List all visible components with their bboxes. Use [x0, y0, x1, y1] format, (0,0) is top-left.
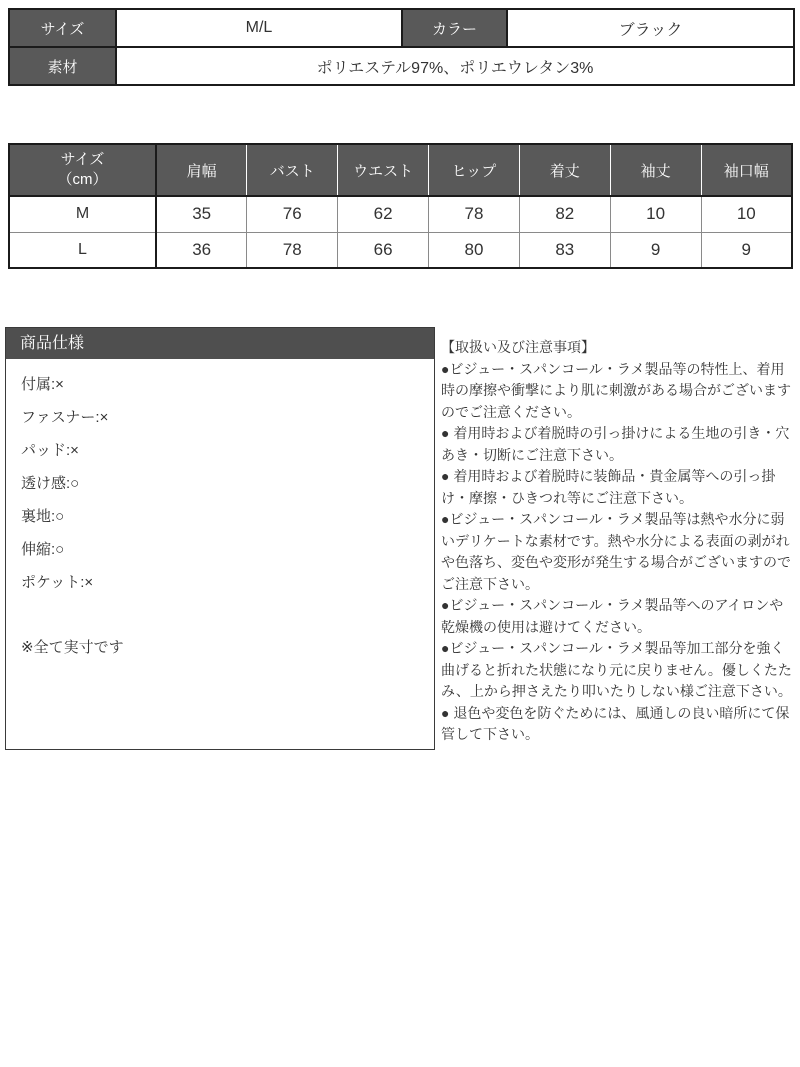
spec-item-pocket: ポケット:× [21, 574, 94, 591]
size-l-cuff: 9 [701, 232, 792, 268]
size-m-cuff: 10 [701, 196, 792, 232]
corner-line-1: サイズ [60, 151, 105, 168]
care-bullet-friction: ●ビジュー・スパンコール・ラメ製品等の特性上、着用時の摩擦や衝撃により肌に刺激がある場合がございますのでご注意ください。 [441, 360, 791, 420]
col-header-length: 着丈 [519, 144, 610, 196]
care-bullet-storage: ● 退色や変色を防ぐためには、風通しの良い暗所にて保管して下さい。 [441, 704, 790, 742]
care-bullet-snag-fabric: ● 着用時および着脱時の引っ掛けによる生地の引き・穴あき・切断にご注意下さい。 [441, 425, 790, 463]
size-l-bust: 78 [247, 232, 338, 268]
col-header-shoulder: 肩幅 [156, 144, 247, 196]
care-notes [441, 327, 797, 746]
material-label-cell: 素材 [9, 47, 116, 85]
size-chart-header-row [9, 144, 792, 196]
care-notes-title: 【取扱い及び注意事項】 [441, 339, 595, 355]
bottom-section [5, 327, 800, 750]
size-l-label: L [9, 232, 156, 268]
size-value-cell: M/L [116, 9, 402, 47]
spec-item-lining: 裏地:○ [21, 508, 65, 525]
spec-note: ※全て実寸です [21, 639, 124, 656]
size-m-sleeve: 10 [610, 196, 701, 232]
col-header-hip: ヒップ [429, 144, 520, 196]
size-m-bust: 76 [247, 196, 338, 232]
size-m-hip: 78 [429, 196, 520, 232]
spec-list [6, 359, 434, 673]
size-chart-corner-cell [9, 144, 156, 196]
spec-item-accessory: 付属:× [21, 376, 64, 393]
size-l-sleeve: 9 [610, 232, 701, 268]
product-info-table [8, 8, 795, 86]
spec-item-fastener: ファスナー:× [21, 409, 109, 426]
corner-line-2: （cm） [57, 171, 108, 188]
care-bullet-heat-moisture: ●ビジュー・スパンコール・ラメ製品等は熱や水分に弱いデリケートな素材です。熱や水分による表面の剥がれや色落ち、変色や変形が発生する場合がございますのでご注意下さい。 [441, 511, 791, 592]
size-l-waist: 66 [338, 232, 429, 268]
spec-item-stretch: 伸縮:○ [21, 541, 65, 558]
size-m-label: M [9, 196, 156, 232]
size-m-shoulder: 35 [156, 196, 247, 232]
spec-item-pad: パッド:× [21, 442, 79, 459]
color-label-cell: カラー [402, 9, 507, 47]
size-l-length: 83 [519, 232, 610, 268]
size-label-cell: サイズ [9, 9, 116, 47]
spec-box-title: 商品仕様 [6, 328, 434, 359]
size-row-l [9, 232, 792, 268]
care-bullet-iron-dryer: ●ビジュー・スパンコール・ラメ製品等へのアイロンや乾燥機の使用は避けてください。 [441, 597, 784, 635]
spec-box [5, 327, 435, 750]
color-value-cell: ブラック [507, 9, 794, 47]
care-bullet-snag-metal: ● 着用時および着脱時に装飾品・貴金属等への引っ掛け・摩擦・ひきつれ等にご注意下さい。 [441, 468, 776, 506]
size-row-m [9, 196, 792, 232]
size-m-waist: 62 [338, 196, 429, 232]
col-header-bust: バスト [247, 144, 338, 196]
info-row-size-color [9, 9, 794, 47]
col-header-cuff: 袖口幅 [701, 144, 792, 196]
care-bullet-bending: ●ビジュー・スパンコール・ラメ製品等加工部分を強く曲げると折れた状態になり元に戻りません。優しくたたみ、上から押さえたり叩いたりしない様ご注意下さい。 [441, 640, 792, 699]
size-l-hip: 80 [429, 232, 520, 268]
col-header-sleeve: 袖丈 [610, 144, 701, 196]
info-row-material [9, 47, 794, 85]
spec-item-sheerness: 透け感:○ [21, 475, 80, 492]
size-l-shoulder: 36 [156, 232, 247, 268]
material-value-cell: ポリエステル97%、ポリエウレタン3% [116, 47, 794, 85]
size-m-length: 82 [519, 196, 610, 232]
col-header-waist: ウエスト [338, 144, 429, 196]
size-chart-table [8, 143, 793, 269]
